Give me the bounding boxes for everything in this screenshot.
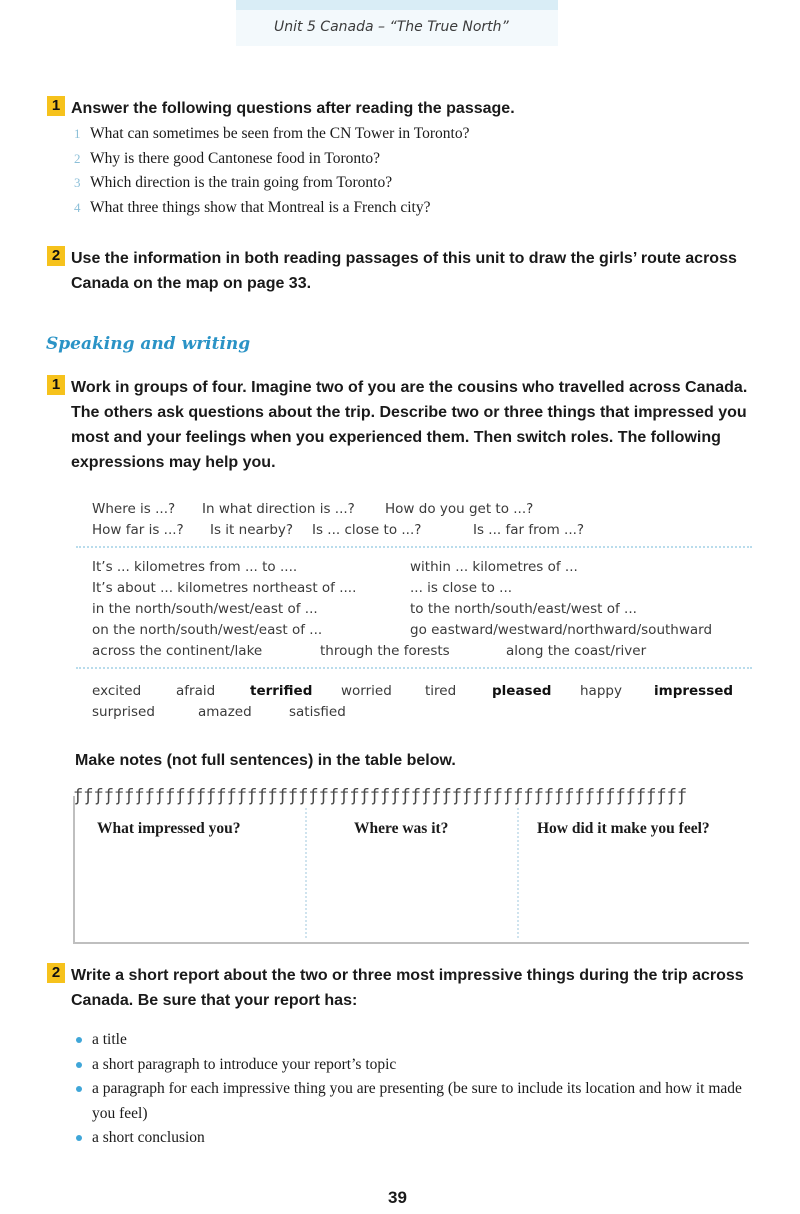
list-item: [74, 1126, 754, 1151]
question-text: What three things show that Montreal is a French city?: [90, 198, 431, 216]
list-item: [74, 1028, 754, 1053]
expression: on the north/south/west/east of ...: [92, 622, 323, 638]
task-answer-questions: [47, 96, 515, 121]
bullet-dot-icon: [76, 1086, 82, 1092]
list-item-text: a short conclusion: [92, 1129, 205, 1146]
expression: It’s about ... kilometres northeast of ....: [92, 580, 357, 596]
question-item: [74, 196, 470, 221]
list-item-text: a short paragraph to introduce your report’s topic: [92, 1055, 397, 1073]
task-number-badge: 2: [47, 963, 65, 983]
bullet-dot-icon: [76, 1135, 82, 1141]
expression: to the north/south/east/west of ...: [410, 601, 637, 617]
feeling-word: amazed: [198, 704, 252, 720]
expression: ... is close to ...: [410, 580, 513, 596]
feeling-word: tired: [425, 683, 457, 699]
dotted-divider: [76, 667, 752, 669]
column-header: What impressed you?: [97, 820, 241, 837]
expression: Is ... far from ...?: [473, 522, 585, 538]
question-text: Which direction is the train going from Toronto?: [90, 174, 393, 191]
column-header: Where was it?: [354, 820, 449, 837]
question-text: What can sometimes be seen from the CN Tower in Toronto?: [90, 125, 470, 142]
feeling-word: afraid: [176, 683, 216, 699]
bullet-dot-icon: [76, 1062, 82, 1068]
question-number: 4: [74, 199, 81, 215]
report-checklist: [74, 1028, 754, 1151]
list-item: [74, 1053, 754, 1078]
feeling-word: satisfied: [289, 704, 346, 720]
task-instruction: Answer the following questions after reading the passage.: [71, 100, 515, 117]
task-number-badge: 1: [47, 96, 65, 116]
expression: Where is ...?: [92, 501, 176, 517]
expression: It’s ... kilometres from ... to ....: [92, 559, 298, 575]
question-list: [74, 122, 470, 220]
task-instruction: Use the information in both reading passages of this unit to draw the girls’ route across Canada on the map on page 33.: [71, 250, 737, 292]
unit-title: Unit 5 Canada – “The True North”: [274, 19, 509, 35]
expression: Is ... close to ...?: [312, 522, 422, 538]
task-number-badge: 1: [47, 375, 65, 395]
notes-instruction: Make notes (not full sentences) in the table below.: [75, 752, 456, 769]
bullet-dot-icon: [76, 1037, 82, 1043]
feeling-word: worried: [341, 683, 392, 699]
task-number-badge: 2: [47, 246, 65, 266]
expression: in the north/south/west/east of ...: [92, 601, 318, 617]
expression: Is it nearby?: [210, 522, 294, 538]
expression: across the continent/lake: [92, 643, 263, 659]
feeling-word: surprised: [92, 704, 155, 720]
feeling-word: excited: [92, 683, 142, 699]
feeling-word: terrified: [250, 683, 313, 699]
feeling-word: happy: [580, 683, 622, 699]
notes-table-frame: [73, 796, 749, 944]
section-heading: Speaking and writing: [46, 334, 251, 354]
spiral-binding: ƒƒƒƒƒƒƒƒƒƒƒƒƒƒƒƒƒƒƒƒƒƒƒƒƒƒƒƒƒƒƒƒƒƒƒƒƒƒƒƒƒƒƒƒƒƒƒƒƒƒƒƒƒƒƒƒƒƒƒƒ: [73, 786, 688, 806]
question-number: 2: [74, 150, 81, 166]
question-item: [74, 147, 470, 172]
task-write-report: [47, 963, 751, 1013]
notes-table: [73, 786, 750, 944]
task-draw-route: [47, 246, 751, 296]
list-item: [74, 1077, 754, 1126]
task-group-work: [47, 375, 751, 475]
expression: along the coast/river: [506, 643, 647, 659]
expression: In what direction is ...?: [202, 501, 355, 517]
page-number: 39: [388, 1188, 407, 1207]
task-instruction: Write a short report about the two or three most impressive things during the trip across Canada. Be sure that your report has:: [71, 967, 744, 1009]
question-number: 1: [74, 126, 81, 141]
feeling-word: pleased: [492, 683, 552, 699]
question-number: 3: [74, 175, 81, 190]
column-divider: [517, 808, 519, 938]
list-item-text: a title: [92, 1031, 127, 1048]
expression: How do you get to ...?: [385, 501, 534, 517]
expression: How far is ...?: [92, 522, 184, 538]
question-item: [74, 122, 470, 147]
header-swoosh: [236, 0, 558, 10]
list-item-text: a paragraph for each impressive thing you are presenting (be sure to include its location and how it made you feel): [92, 1080, 742, 1122]
column-header: How did it make you feel?: [537, 820, 710, 837]
column-divider: [305, 808, 307, 938]
expression: through the forests: [320, 643, 450, 659]
expression: go eastward/westward/northward/southward: [410, 622, 713, 638]
feeling-word: impressed: [654, 683, 734, 699]
dotted-divider: [76, 546, 752, 548]
task-instruction: Work in groups of four. Imagine two of you are the cousins who travelled across Canada. The others ask questions about the trip. Describe two or three things that impressed you most and your feelings when you experienced them. Then switch roles. The following expressions may help you.: [71, 379, 748, 471]
expression: within ... kilometres of ...: [410, 559, 578, 575]
question-text: Why is there good Cantonese food in Toronto?: [90, 149, 381, 167]
question-item: [74, 171, 470, 196]
